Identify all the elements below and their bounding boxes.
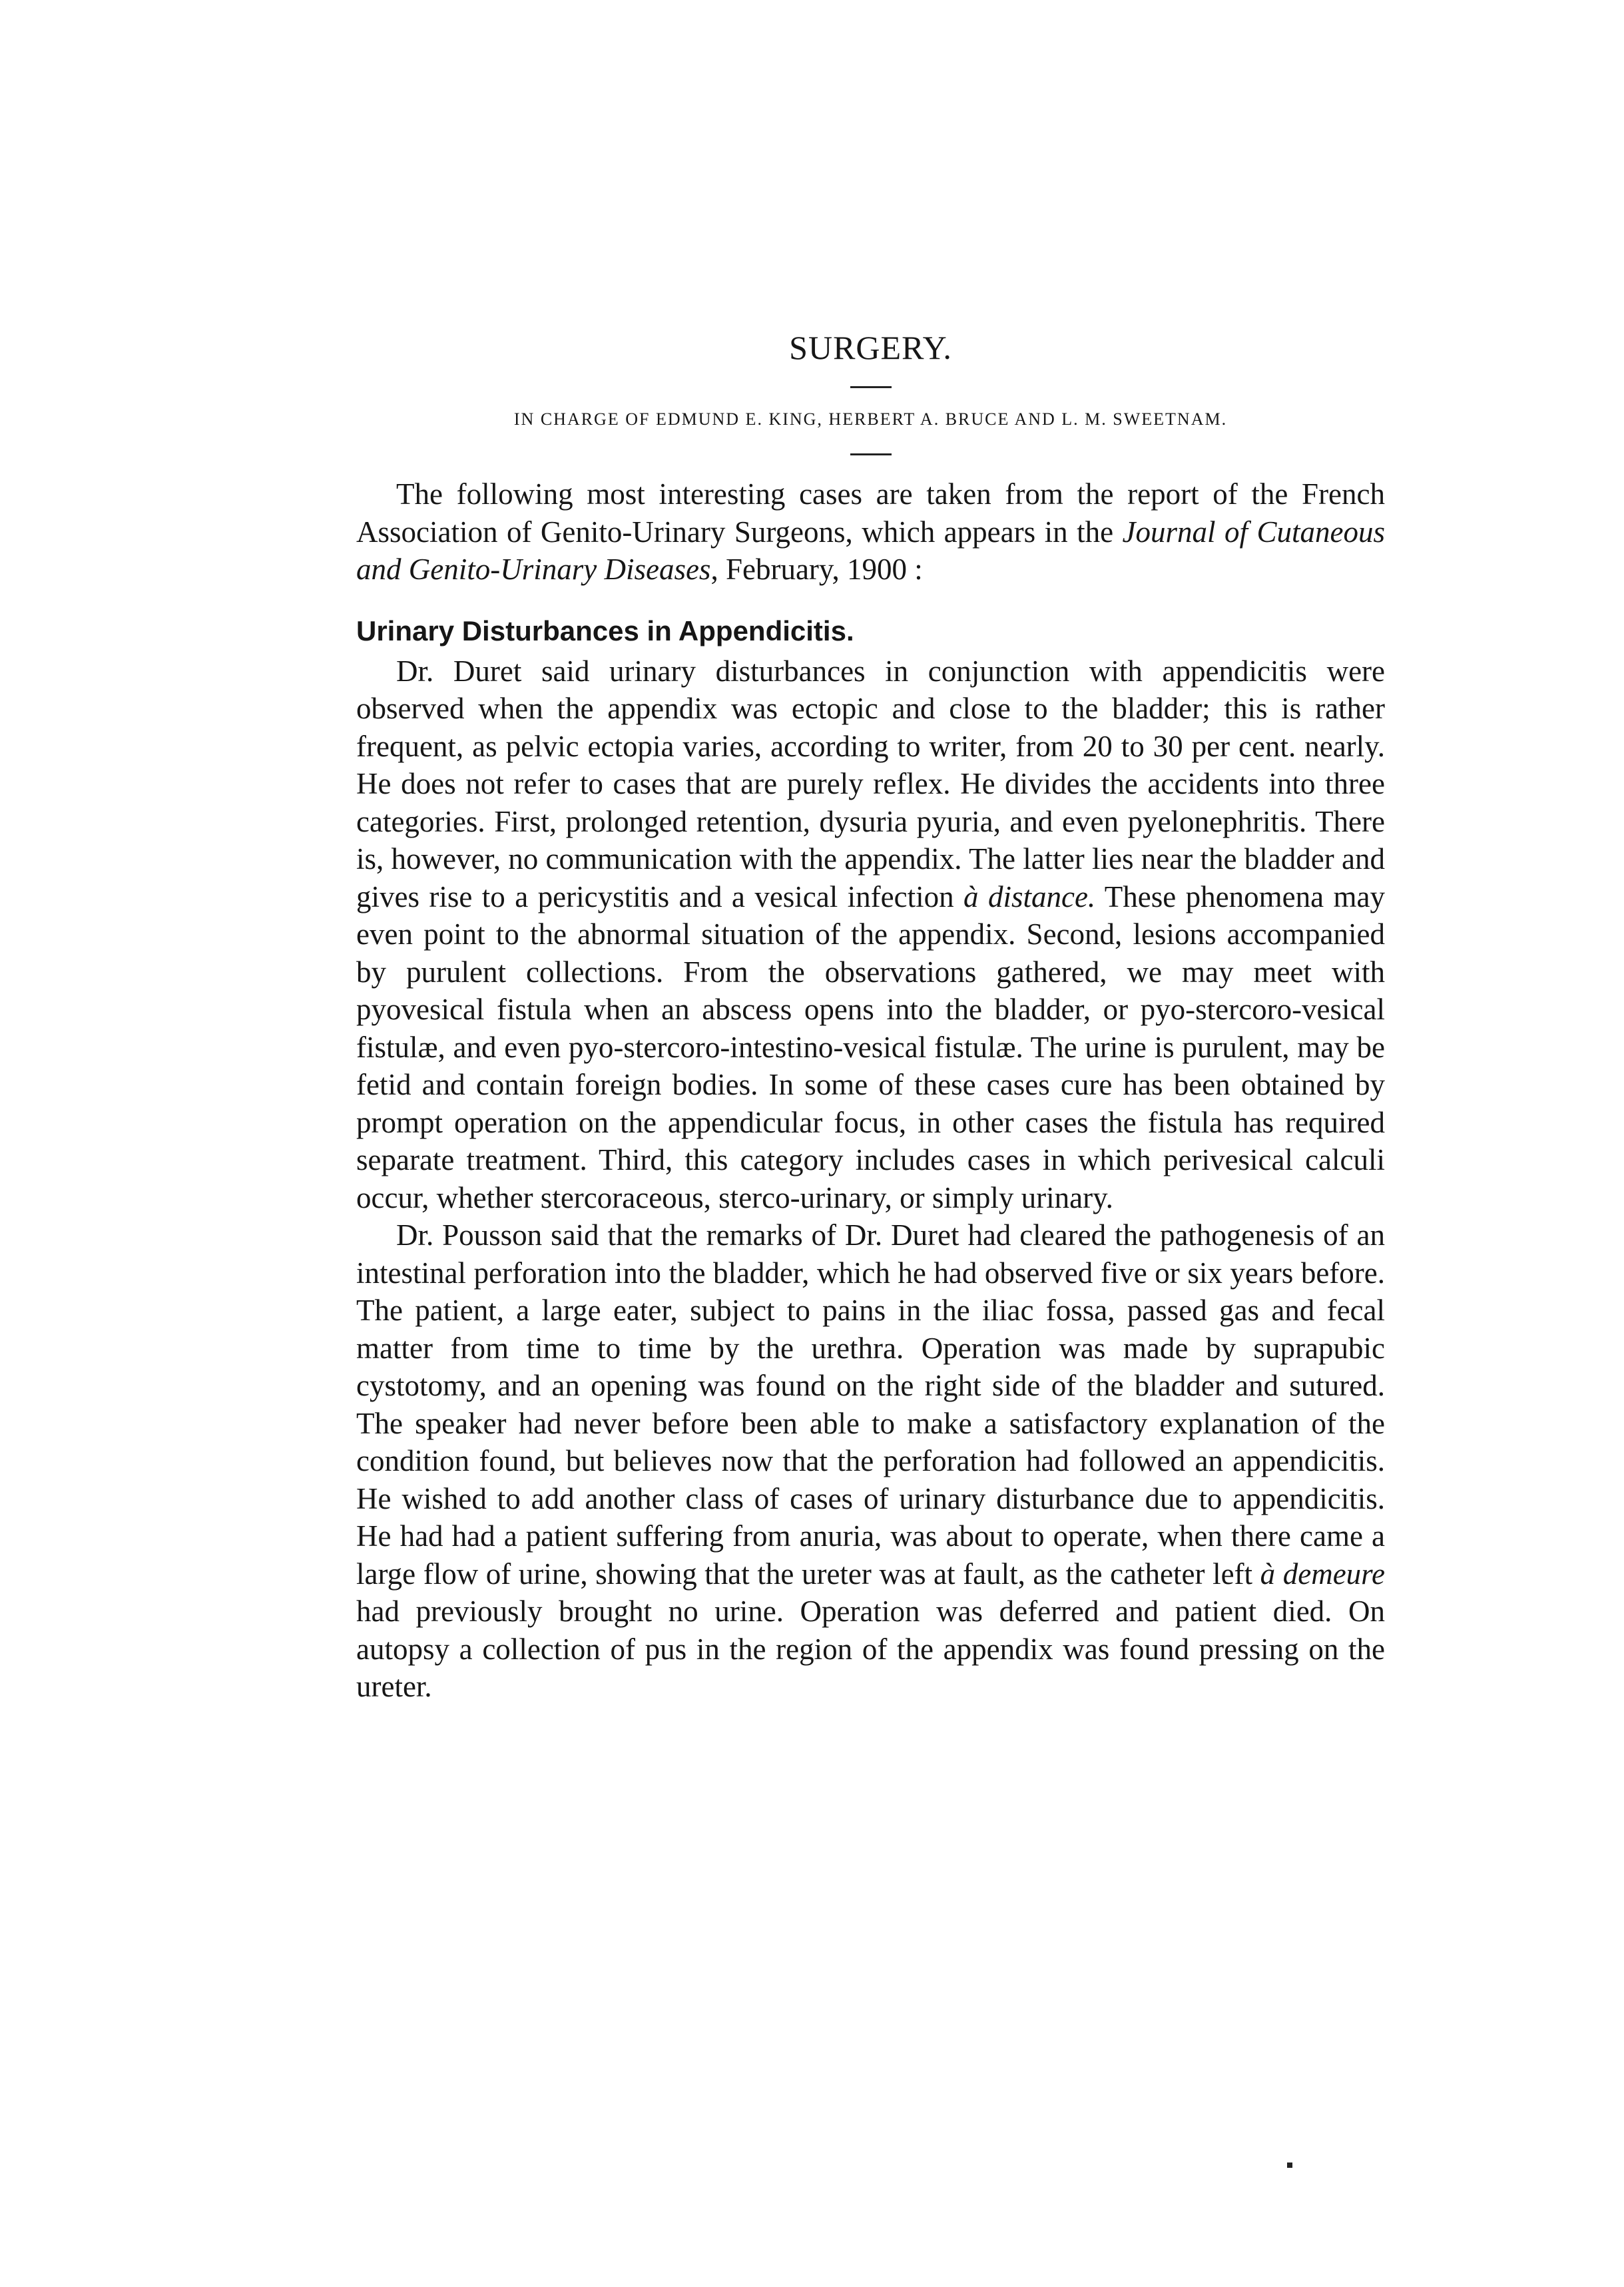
duret-text-2: These phenomena may even point to the abnormal situation of the appendix. Second, lesions accompanied by purulent collections. From the observations gathered, we may meet with pyovesical fistula when an abscess opens into the bladder, or pyo-stercoro-vesical fistulæ, and even pyo-stercoro-intestino-vesical fistulæ. The urine is purulent, may be fetid and contain foreign bodies. In some of these cases cure has been obtained by prompt operation on the appendicular focus, in other cases the fistula has required separate treatment. Third, this category includes cases in which perivesical calculi occur, whether stercoraceous, sterco-urinary, or simply urinary.: [356, 880, 1385, 1214]
title-divider: [850, 386, 892, 388]
subheading: Urinary Disturbances in Appendicitis.: [356, 615, 854, 646]
in-charge-line: IN CHARGE OF EDMUND E. KING, HERBERT A. BRUCE AND L. M. SWEETNAM.: [513, 409, 1228, 429]
pousson-paragraph: [356, 1216, 1385, 1706]
page-content: [356, 326, 1385, 1706]
charge-divider: [850, 453, 892, 455]
intro-text-1: The following most interesting cases are taken from the report of the French Association of Genito-Urinary Surgeons, which appears in the: [356, 477, 1385, 549]
duret-italic: à distance.: [963, 880, 1096, 913]
intro-text-2: , February, 1900 :: [710, 553, 923, 586]
duret-paragraph: [356, 652, 1385, 1217]
duret-text-1: Dr. Duret said urinary disturbances in conjunction with appendicitis were observed when the appendix was ectopic and close to the bladder; this is rather frequent, as pelvic ectopia varies, according to writer, from 20 to 30 per cent. nearly. He does not refer to cases that are purely reflex. He divides the accidents into three categories. First, prolonged retention, dysuria pyuria, and even pyelonephritis. There is, however, no communication with the appendix. The latter lies near the bladder and gives rise to a pericystitis and a vesical infection: [356, 654, 1385, 913]
journal-title: Journal of Cutaneous and Genito-Urinary Diseases: [356, 515, 1385, 586]
page-mark: [1287, 2162, 1292, 2168]
pousson-text-2: had previously brought no urine. Operation was deferred and patient died. On autopsy a collection of pus in the region of the appendix was found pressing on the ureter.: [356, 1595, 1385, 1703]
pousson-italic: à demeure: [1260, 1557, 1385, 1591]
pousson-text-1: Dr. Pousson said that the remarks of Dr. Duret had cleared the pathogenesis of an intestinal perforation into the bladder, which he had observed five or six years before. The patient, a large eater, subject to pains in the iliac fossa, passed gas and fecal matter from time to time by the urethra. Operation was made by suprapubic cystotomy, and an opening was found on the right side of the bladder and sutured. The speaker had never before been able to make a satisfactory explanation of the condition found, but believes now that the perforation had followed an appendicitis. He wished to add another class of cases of urinary disturbance due to appendicitis. He had had a patient suffering from anuria, was about to operate, when there came a large flow of urine, showing that the ureter was at fault, as the catheter left: [356, 1218, 1385, 1591]
intro-paragraph: [356, 475, 1385, 589]
section-title: SURGERY.: [789, 329, 952, 366]
